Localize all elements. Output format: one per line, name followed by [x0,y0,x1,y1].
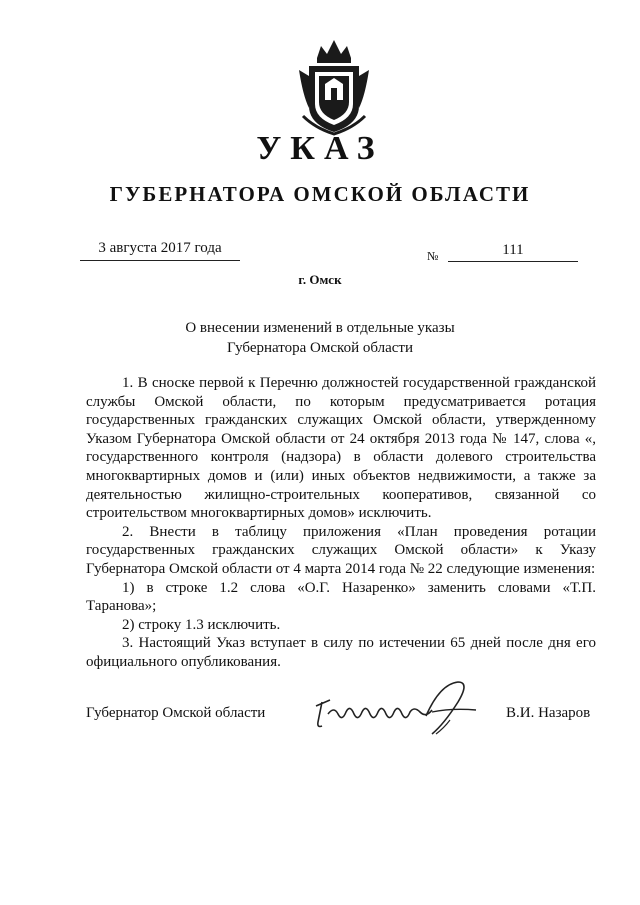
paragraph-2-item-2: 2) строку 1.3 исключить. [122,616,281,633]
paragraph-3: 3. Настоящий Указ вступает в силу по истечении 65 дней после дня его официального опубликования. [86,635,596,670]
signer-position: Губернатор Омской области [86,705,266,721]
heading-line-1: О внесении изменений в отдельные указы [185,320,455,336]
number-label: № [427,249,439,263]
paragraph-2: 2. Внести в таблицу приложения «План проведения ротации государственных гражданских служащих Омской области» к Указу Губернатора Омской области от 4 марта 2014 года № 22 следующие изменения: [86,523,596,577]
coat-of-arms-icon [295,36,373,136]
document-subtitle: ГУБЕРНАТОРА ОМСКОЙ ОБЛАСТИ [109,182,531,206]
paragraph-1: 1. В сноске первой к Перечню должностей государственной гражданской службы Омской области, по которым предусматривается ротация государственных гражданских служащих Омской области, утвержденному Указом Губернатора Омской области от 24 октября 2013 года № 147, слова «, государственного контроля (надзора) в области долевого строительства многоквартирных домов и (или) иных объектов недвижимости, а также за деятельностью жилищно-строительных кооперативов, связанной со строительством многоквартирных домов» исключить. [86,375,596,522]
document-title: УКАЗ [256,130,384,167]
document-city: г. Омск [298,272,342,287]
heading-line-2: Губернатора Омской области [227,340,413,356]
document-body [86,374,596,672]
document-number: 111 [448,242,578,262]
document-heading [0,318,640,358]
signer-name: В.И. Назаров [506,705,591,721]
paragraph-2-item-1: 1) в строке 1.2 слова «О.Г. Назаренко» заменить словами «Т.П. Таранова»; [86,579,596,615]
handwritten-signature-icon [308,676,488,738]
document-date: 3 августа 2017 года [80,240,240,261]
